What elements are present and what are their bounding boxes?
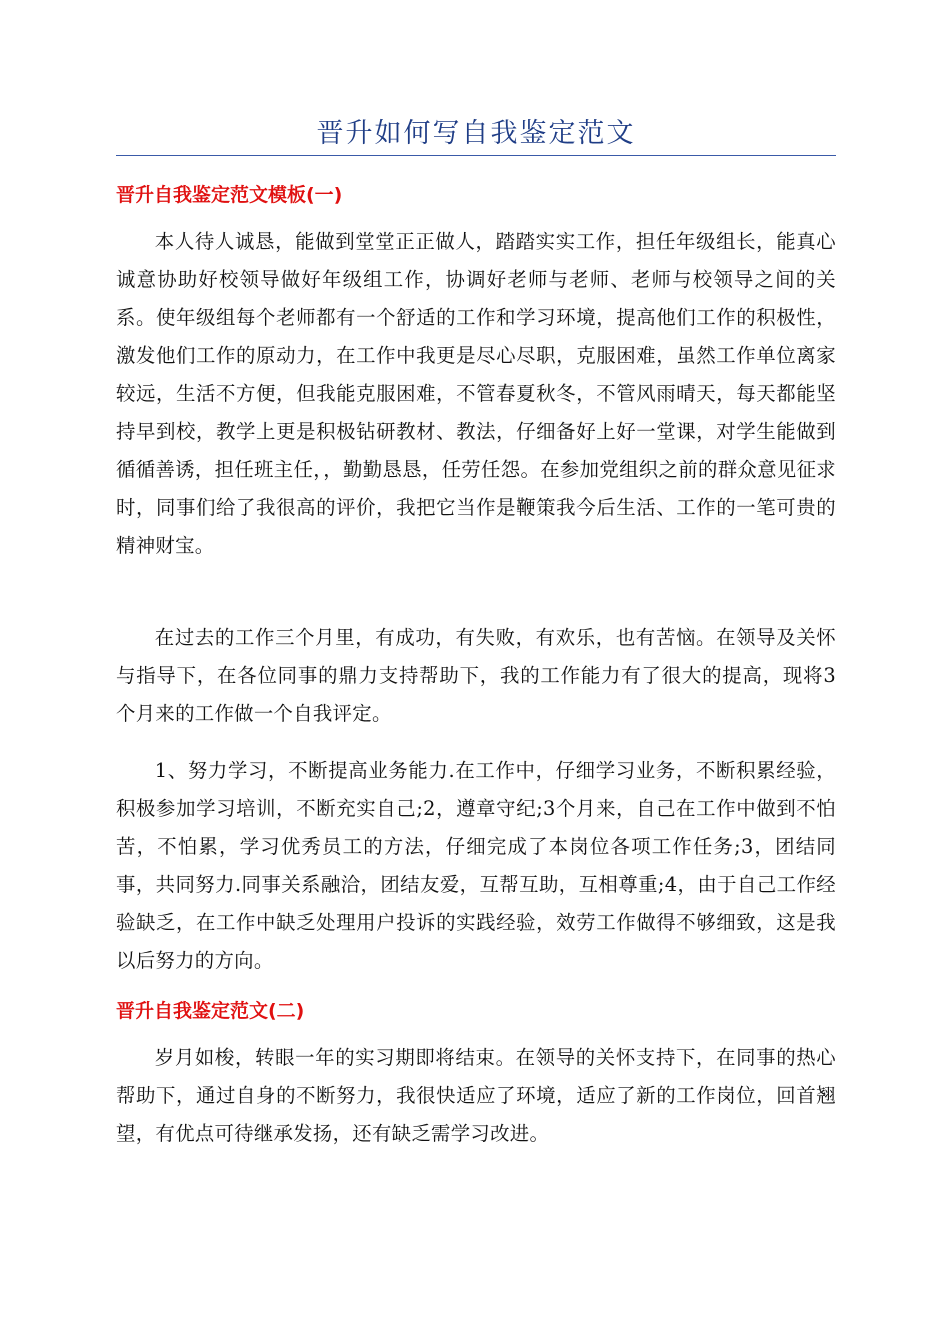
- document-title: 晋升如何写自我鉴定范文: [316, 118, 636, 149]
- section-1-paragraph-1: 本人待人诚恳，能做到堂堂正正做人，踏踏实实工作，担任年级组长，能真心诚意协助好校领导做好年级组工作，协调好老师与老师、老师与校领导之间的关系。使年级组每个老师都有一个舒适的工作和学习环境，提高他们工作的积极性，激发他们工作的原动力，在工作中我更是尽心尽职，克服困难，虽然工作单位离家较远，生活不方便，但我能克服困难，不管春夏秋冬，不管风雨晴天，每天都能坚持早到校，教学上更是积极钻研教材、教法，仔细备好上好一堂课，对学生能做到循循善诱，担任班主任，，勤勤恳恳，任劳任怨。在参加党组织之前的群众意见征求时，同事们给了我很高的评价，我把它当作是鞭策我今后生活、工作的一笔可贵的精神财宝。: [116, 230, 836, 557]
- section-2-paragraph-1: 岁月如梭，转眼一年的实习期即将结束。在领导的关怀支持下，在同事的热心帮助下，通过自身的不断努力，我很快适应了环境，适应了新的工作岗位，回首翘望，有优点可待继承发扬，还有缺乏需学习改进。: [116, 1046, 836, 1145]
- section-1-paragraph-3: 1、努力学习，不断提高业务能力.在工作中，仔细学习业务，不断积累经验，积极参加学习培训，不断充实自己;2，遵章守纪;3个月来，自己在工作中做到不怕苦，不怕累，学习优秀员工的方法，仔细完成了本岗位各项工作任务;3，团结同事，共同努力.同事关系融洽，团结友爱，互帮互助，互相尊重;4，由于自己工作经验缺乏，在工作中缺乏处理用户投诉的实践经验，效劳工作做得不够细致，这是我以后努力的方向。: [116, 759, 836, 972]
- section-1-paragraph-2: 在过去的工作三个月里，有成功，有失败，有欢乐，也有苦恼。在领导及关怀与指导下，在各位同事的鼎力支持帮助下，我的工作能力有了很大的提高，现将3个月来的工作做一个自我评定。: [116, 626, 836, 725]
- title-underline: [116, 155, 836, 156]
- section-heading-1: 晋升自我鉴定范文模板(一): [116, 184, 343, 206]
- section-heading-2: 晋升自我鉴定范文(二): [116, 1000, 305, 1022]
